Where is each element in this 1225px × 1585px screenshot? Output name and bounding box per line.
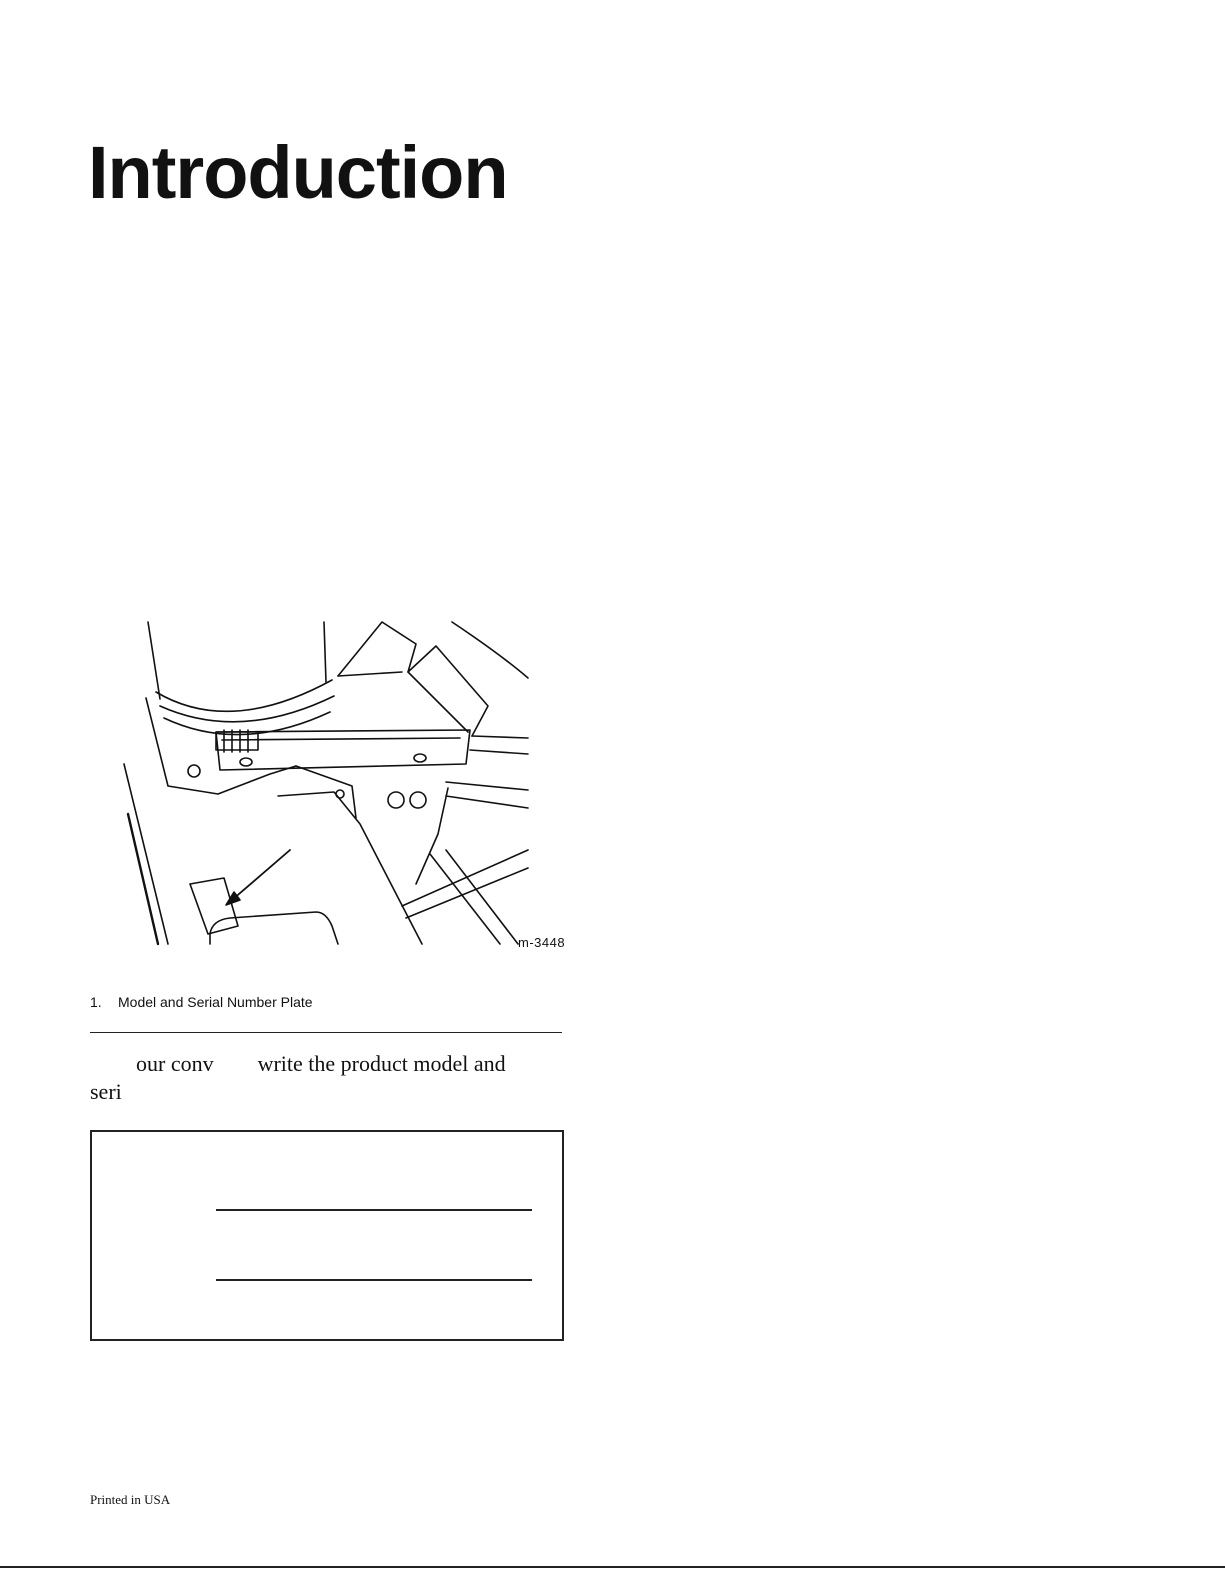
caption-text: Model and Serial Number Plate xyxy=(118,994,313,1010)
paragraph-line-2: seri xyxy=(90,1079,122,1104)
model-number-blank-line xyxy=(216,1209,532,1211)
deflector-housing xyxy=(338,622,488,736)
page-title: Introduction xyxy=(88,131,508,214)
cylinder-right-edge xyxy=(324,622,326,682)
rail-top-upper xyxy=(472,736,528,738)
cylinder-collar-band xyxy=(160,696,334,722)
deflector-edge-2 xyxy=(408,672,468,732)
section-divider xyxy=(90,1032,562,1033)
bolt-nut-1 xyxy=(388,792,404,808)
figure-code: m-3448 xyxy=(518,935,566,950)
page-bottom-border xyxy=(0,1566,1225,1568)
body-paragraph xyxy=(90,1050,562,1106)
paragraph-line-1: our conv write the product model and xyxy=(136,1051,506,1076)
clamp-slot-right xyxy=(414,754,426,762)
rail-mid-upper xyxy=(446,782,528,790)
deflector-edge-1 xyxy=(338,672,402,676)
serial-number-blank-line xyxy=(216,1279,532,1281)
bracket-right-edge xyxy=(416,788,448,884)
rail-top-lower xyxy=(470,750,528,754)
figure-caption xyxy=(90,994,313,1010)
clamp-slot-left xyxy=(240,758,252,766)
rail-mid-lower xyxy=(446,796,528,808)
mounting-plate-left xyxy=(146,698,296,794)
cylinder-left-edge xyxy=(148,622,160,699)
frame-edge-left-outer xyxy=(124,764,168,944)
bolt-nut-2 xyxy=(410,792,426,808)
frame-edge-left-inner xyxy=(128,814,158,944)
rail-low-lower xyxy=(406,868,528,918)
caption-number: 1. xyxy=(90,994,102,1010)
model-serial-record-box xyxy=(90,1130,564,1341)
rail-low-upper xyxy=(402,850,528,906)
printed-in-footer: Printed in USA xyxy=(90,1492,171,1507)
model-serial-plate-figure xyxy=(120,614,570,959)
curved-panel xyxy=(452,622,528,678)
callout-arrow-line xyxy=(232,850,290,900)
bolt-head-left xyxy=(188,765,200,777)
bracket-left-edge xyxy=(278,792,422,944)
cylinder-collar-top xyxy=(156,680,332,711)
